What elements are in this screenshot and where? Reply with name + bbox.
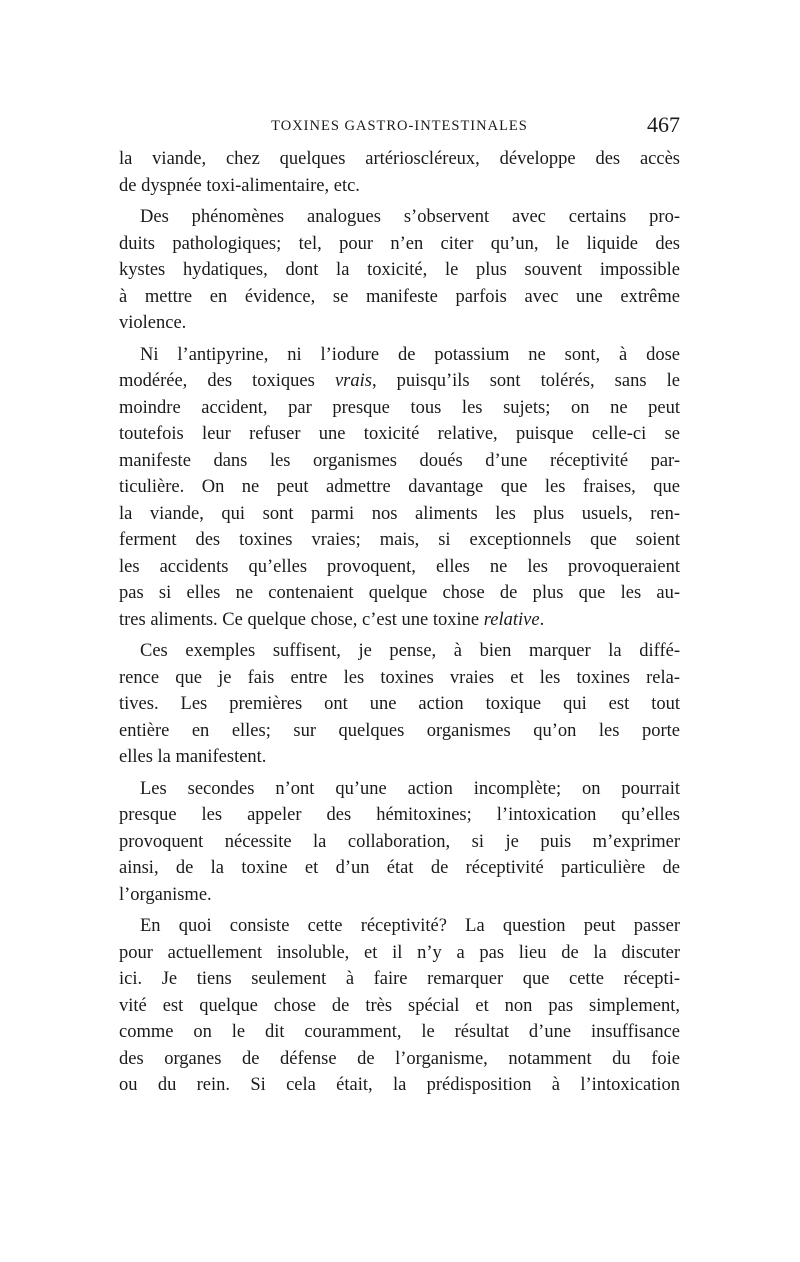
text-line: pas si elles ne contenaient quelque chose de plus que les au- (119, 583, 680, 603)
text-line: Les secondes n’ont qu’une action incomplète; on pourrait (140, 778, 680, 799)
text-line: presque les appeler des hémitoxines; l’intoxication qu’elles (119, 805, 680, 825)
text-line: duits pathologiques; tel, pour n’en citer qu’un, le liquide des (119, 233, 680, 254)
text-line: ici. Je tiens seulement à faire remarquer que cette récepti- (119, 969, 680, 989)
text-line: toutefois leur refuser une toxicité relative, puisque celle-ci se (119, 424, 680, 444)
text-line: comme on le dit couramment, le résultat d’une insuffisance (119, 1022, 680, 1042)
running-head (119, 112, 680, 146)
paragraph (119, 146, 680, 199)
text-line: des organes de défense de l’organisme, notamment du foie (119, 1048, 680, 1069)
text-segment: . (539, 609, 545, 630)
text-line: ferment des toxines vraies; mais, si exceptionnels que soient (119, 530, 680, 550)
text-line: entière en elles; sur quelques organismes qu’on les porte (119, 720, 680, 741)
paragraph (119, 204, 680, 337)
text-line: tives. Les premières ont une action toxique qui est tout (119, 694, 680, 714)
text-segment: modérée, des toxiques (119, 371, 335, 391)
text-line: provoquent nécessite la collaboration, si je puis m’exprimer (119, 831, 680, 852)
text-line: à mettre en évidence, se manifeste parfois avec une extrême (119, 286, 680, 307)
book-page (119, 112, 680, 1099)
running-title: TOXINES GASTRO-INTESTINALES (271, 118, 528, 134)
text-line: pour actuellement insoluble, et il n’y a pas lieu de la discuter (119, 942, 680, 963)
text-line: la viande, qui sont parmi nos aliments les plus usuels, ren- (119, 503, 680, 524)
text-line: de dyspnée toxi-alimentaire, etc. (119, 175, 360, 196)
body-text (119, 146, 680, 1099)
text-line: Ni l’antipyrine, ni l’iodure de potassium ne sont, à dose (140, 344, 680, 365)
text-line: la viande, chez quelques artérioscléreux, développe des accès (119, 149, 680, 169)
italic-word: vrais (334, 371, 372, 391)
italic-word: relative (483, 609, 540, 630)
paragraph (119, 776, 680, 909)
text-line: Des phénomènes analogues s’observent avec certains pro- (140, 207, 680, 227)
text-line: les accidents qu’elles provoquent, elles ne les provoqueraient (119, 556, 680, 577)
text-line: manifeste dans les organismes doués d’une réceptivité par- (119, 450, 680, 471)
text-line: moindre accident, par presque tous les sujets; on ne peut (119, 397, 680, 418)
text-line (119, 368, 680, 395)
text-line: violence. (119, 313, 187, 333)
text-line: Ces exemples suffisent, je pense, à bien marquer la diffé- (140, 641, 680, 661)
text-line: ticulière. On ne peut admettre davantage que les fraises, que (119, 477, 680, 497)
text-line: kystes hydatiques, dont la toxicité, le plus souvent impossible (119, 260, 680, 280)
text-line: ou du rein. Si cela était, la prédisposition à l’intoxication (119, 1075, 680, 1095)
text-line (119, 607, 680, 634)
text-line: elles la manifestent. (119, 747, 267, 767)
text-line: vité est quelque chose de très spécial et non pas simplement, (119, 995, 680, 1016)
page-number: 467 (647, 112, 680, 137)
paragraph (119, 913, 680, 1099)
text-segment: , puisqu’ils sont tolérés, sans le (371, 371, 680, 391)
paragraph (119, 342, 680, 634)
paragraph (119, 638, 680, 771)
text-line: rence que je fais entre les toxines vraies et les toxines rela- (119, 667, 680, 688)
text-line: ainsi, de la toxine et d’un état de réceptivité particulière de (119, 858, 680, 878)
text-line: l’organisme. (119, 884, 212, 905)
text-segment: tres aliments. Ce quelque chose, c’est une toxine (119, 609, 484, 630)
text-line: En quoi consiste cette réceptivité? La question peut passer (140, 916, 680, 936)
